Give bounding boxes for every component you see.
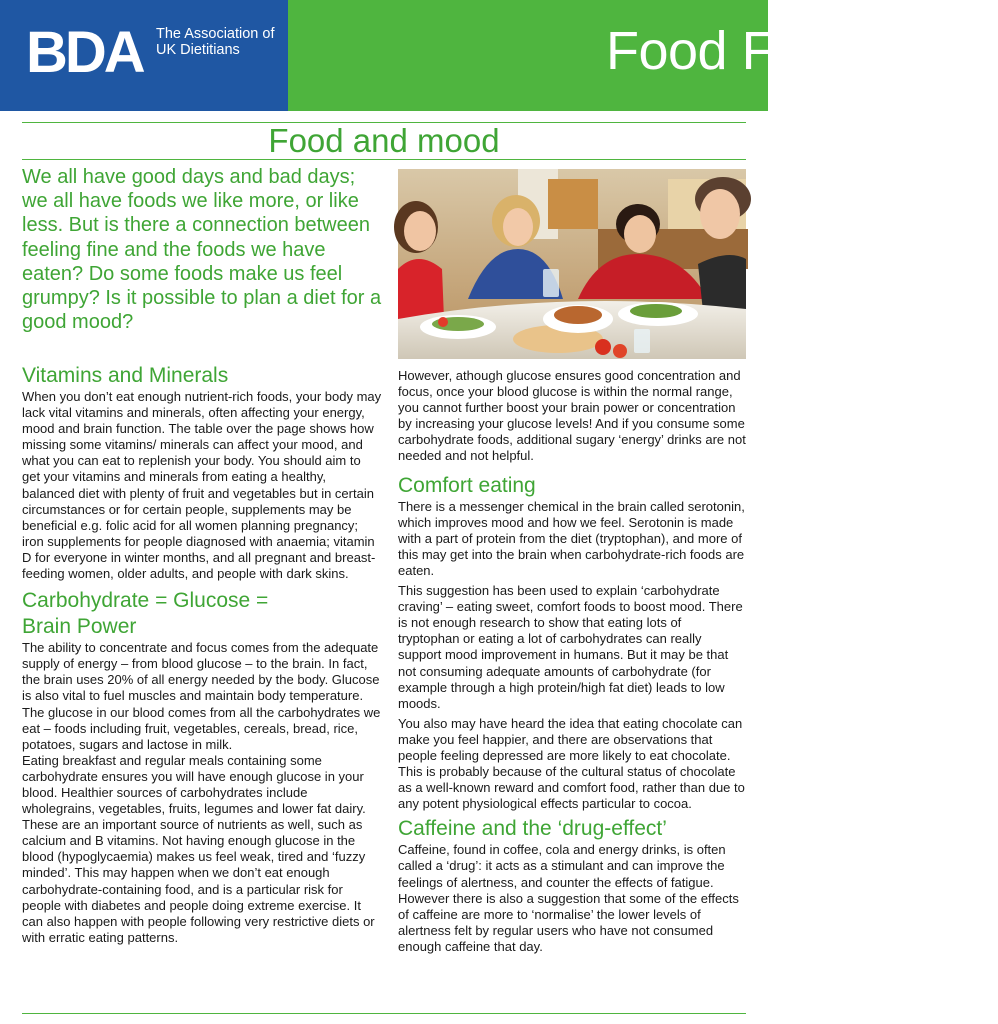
carbohydrate-heading-line1: Carbohydrate = Glucose = [22,589,269,613]
right-column [398,368,746,955]
comfort-body-2: This suggestion has been used to explain ‘carbohydrate craving’ – eating sweet, comfort foods to boost mood. There is not enough research to show that eating lots of tryptophan or eating a lot of carbohydrates can really support mood improvement in humans. But it may be that not consuming adequate amounts of carbohydrate (for example through a high protein/high fat diet) leads to low moods. [398,583,743,711]
intro-text: We all have good days and bad days; we all have foods we like more, or like less. But is there a connection between feeling fine and the foods we have eaten? Do some foods make us feel grumpy? Is it possible to plan a diet for a good mood? [22,166,382,334]
carbohydrate-body-2: Eating breakfast and regular meals containing some carbohydrate ensures you will have enough glucose in your blood. Healthier sources of carbohydrates include wholegrains, vegetables, fruits, legumes and lower fat dairy. These are an important source of nutrients as well, such as calcium and B vitamins. Not having enough glucose in the blood (hypoglycaemia) makes us feel weak, tired and ‘fuzzy minded’. This may happen when we don’t eat enough carbohydrate-containing food, and is a particular risk for people with diabetes and people doing extreme exercise. It can also happen with people following very restrictive diets or with erratic eating patterns. [22,752,375,945]
sheet-title: Food Fact Sheet [606,21,998,81]
divider-bottom [22,1013,746,1014]
header-logo-panel [0,0,288,111]
comfort-body-1: There is a messenger chemical in the brain called serotonin, which improves mood and how we feel. Serotonin is made with a part of protein from the diet (tryptophan), and more of this may get into the brain when carbohydrate-rich foods are eaten. [398,498,745,578]
header-title-panel [288,0,998,111]
carbohydrate-body-1: The ability to concentrate and focus comes from the adequate supply of energy – from blood glucose – to the brain. In fact, the brain uses 20% of all energy needed by the body. Glucose is also vital to fuel muscles and maintain body temperature. The glucose in our blood comes from all the carbohydrates we eat – foods including fruit, vegetables, cereals, bread, rice, potatoes, sugars and lactose in milk. [22,640,381,752]
comfort-heading: Comfort eating [398,473,536,497]
page-title: Food and mood [268,122,500,159]
caffeine-heading: Caffeine and the ‘drug-effect’ [398,817,667,841]
header [0,0,998,111]
divider-title [22,159,746,160]
association-name: The Association of UK Dietitians [156,26,275,58]
family-meal-photo [398,169,746,359]
family-meal-illustration [398,169,746,359]
carbohydrate-body-3: However, athough glucose ensures good concentration and focus, once your blood glucose is within the normal range, you cannot further boost your brain power or concentration by increasing your glucose levels! And if you consume some carbohydrate foods, additional sugary ‘energy’ drinks are not needed and not helpful. [398,368,746,464]
vitamins-heading: Vitamins and Minerals [22,364,229,387]
vitamins-body: When you don’t eat enough nutrient-rich foods, your body may lack vital vitamins and minerals, often affecting your energy, mood and brain function. The table over the page shows how missing some vitamins/ minerals can affect your mood, and what you can eat to replenish your body. You should aim to get your vitamins and minerals from eating a healthy, balanced diet with plenty of fruit and vegetables but in certain circumstances or for certain people, supplements may be beneficial e.g. folic acid for all women planning pregnancy; iron supplements for people diagnosed with anaemia; vitamin D for everyone in winter months, and all pregnant and breast-feeding women, older adults, and people with dark skins. [22,389,382,582]
left-column [22,363,382,946]
bda-logo [26,20,150,85]
carbohydrate-heading-line2: Brain Power [22,615,137,639]
comfort-body-3: You also may have heard the idea that eating chocolate can make you feel happier, and there are observations that people feeling depressed are more likely to eat chocolate. This is probably because of the cultural status of chocolate as a well-known reward and comfort food, rather than due to any potent physiological effects particular to cocoa. [398,715,745,812]
svg-text:BDA: BDA [26,20,143,85]
caffeine-body: Caffeine, found in coffee, cola and energy drinks, is often called a ‘drug’: it acts as a stimulant and can improve the feelings of alertness, and counter the effects of fatigue. However there is also a suggestion that some of the effects of caffeine are more to ‘normalise’ the lower levels of alertness felt by regular users who have not consumed enough caffeine that day. [398,842,739,954]
